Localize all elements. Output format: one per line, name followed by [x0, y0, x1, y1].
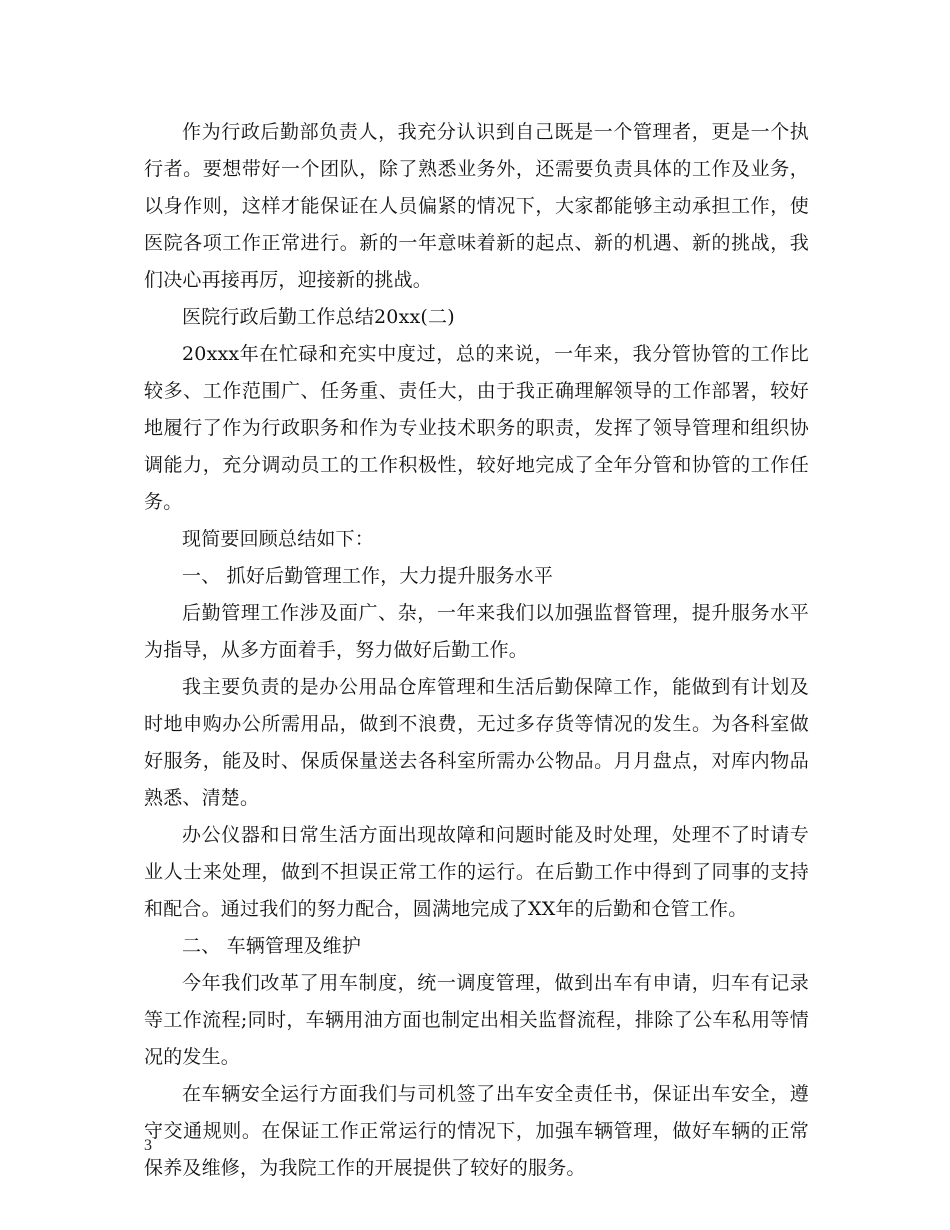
paragraph-review-lead: 现简要回顾总结如下：	[182, 528, 375, 550]
paragraph-logistics-management: 后勤管理工作涉及面广、杂，一年来我们以加强监督管理，提升服务水平为指导，从多方面着手，努力做好后勤工作。	[144, 602, 809, 661]
page-number: 3	[144, 1137, 152, 1154]
paragraph-year-summary: 20xxx年在忙碌和充实中度过，总的来说，一年来，我分管协管的工作比较多、工作范围广、任务重、责任大，由于我正确理解领导的工作部署，较好地履行了作为行政职务和作为专业技术职务的职责，发挥了领导管理和组织协调能力，充分调动员工的工作积极性，较好地完成了全年分管和协管的工作任务。	[144, 343, 809, 513]
heading-item-one: 一、 抓好后勤管理工作，大力提升服务水平	[182, 565, 554, 587]
paragraph-vehicle-safety: 在车辆安全运行方面我们与司机签了出车安全责任书，保证出车安全，遵守交通规则。在保证工作正常运行的情况下，加强车辆管理，做好车辆的正常保养及维修，为我院工作的开展提供了较好的服务。	[144, 1083, 809, 1179]
section-title: 医院行政后勤工作总结20xx(二)	[182, 306, 455, 328]
paragraph-vehicle-reform: 今年我们改革了用车制度，统一调度管理，做到出车有申请，归车有记录等工作流程;同时，车辆用油方面也制定出相关监督流程，排除了公车私用等情况的发生。	[144, 972, 809, 1068]
paragraph-office-supplies: 我主要负责的是办公用品仓库管理和生活后勤保障工作，能做到有计划及时地申购办公所需用品，做到不浪费，无过多存货等情况的发生。为各科室做好服务，能及时、保质保量送去各科室所需办公物品。月月盘点，对库内物品熟悉、清楚。	[144, 676, 809, 809]
document-body	[144, 114, 809, 1187]
paragraph-intro-closing: 作为行政后勤部负责人，我充分认识到自己既是一个管理者，更是一个执行者。要想带好一个团队，除了熟悉业务外，还需要负责具体的工作及业务，以身作则，这样才能保证在人员偏紧的情况下，大家都能够主动承担工作，使医院各项工作正常进行。新的一年意味着新的起点、新的机遇、新的挑战，我们决心再接再厉，迎接新的挑战。	[144, 121, 809, 291]
heading-item-two: 二、 车辆管理及维护	[182, 935, 362, 957]
paragraph-equipment-maintenance: 办公仪器和日常生活方面出现故障和问题时能及时处理，处理不了时请专业人士来处理，做到不担误正常工作的运行。在后勤工作中得到了同事的支持和配合。通过我们的努力配合，圆满地完成了XX年的后勤和仓管工作。	[144, 824, 809, 920]
